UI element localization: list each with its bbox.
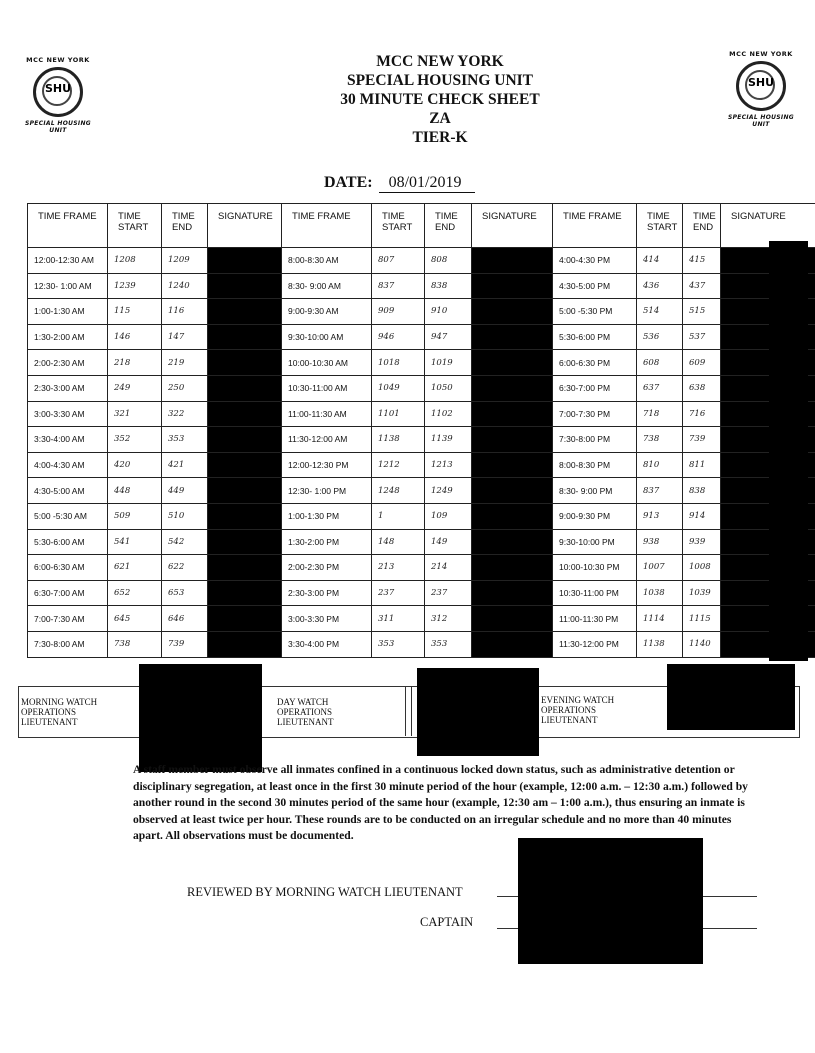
table-header-row — [28, 204, 815, 248]
time-frame-cell: 11:30-12:00 PM — [553, 631, 637, 657]
table-row — [28, 631, 815, 657]
time-frame-cell: 2:30-3:00 PM — [282, 580, 372, 606]
time-frame-cell: 10:00-10:30 AM — [282, 350, 372, 376]
header-line-4: ZA — [429, 110, 451, 127]
time-start-cell: 909 — [372, 299, 425, 325]
time-start-cell: 1018 — [372, 350, 425, 376]
time-end-cell: 237 — [425, 580, 472, 606]
signature-redacted-cell — [208, 631, 282, 657]
time-end-cell: 147 — [162, 324, 208, 350]
time-frame-cell: 11:00-11:30 PM — [553, 606, 637, 632]
header-line-3: 30 MINUTE CHECK SHEET — [340, 91, 540, 108]
time-end-cell: 353 — [162, 427, 208, 453]
time-end-cell: 609 — [683, 350, 721, 376]
time-frame-cell: 12:00-12:30 PM — [282, 452, 372, 478]
column-header: TIME START — [637, 204, 683, 248]
time-end-cell: 415 — [683, 248, 721, 274]
redaction-block — [417, 668, 539, 756]
time-end-cell: 739 — [162, 631, 208, 657]
signature-redacted-cell — [208, 606, 282, 632]
date-value: 08/01/2019 — [379, 174, 476, 193]
time-start-cell: 837 — [637, 478, 683, 504]
instructions-paragraph: A staff member must observe all inmates confined in a continuous locked down status, such as administrative detention or disciplinary segregation, at least once in the first 30 minute period of the hour (example, 12:00 a.m. – 12:30 a.m.) followed by another round in the second 30 minutes period of the same hour (example, 12:30 am – 1:00 a.m.), thus ensuring an inmate is observed at least twice per hour. These rounds are to be conducted on an irregular schedule and no more than 40 minutes apart. All observations must be documented. — [133, 763, 748, 842]
table-row — [28, 401, 815, 427]
time-start-cell: 718 — [637, 401, 683, 427]
time-start-cell: 213 — [372, 555, 425, 581]
time-start-cell: 311 — [372, 606, 425, 632]
time-frame-cell: 5:00 -5:30 PM — [553, 299, 637, 325]
redaction-block — [518, 838, 703, 964]
table-row — [28, 478, 815, 504]
evening-watch-label: EVENING WATCH OPERATIONS LIEUTENANT — [541, 695, 615, 725]
signature-redacted-cell — [208, 324, 282, 350]
signature-redacted-cell — [472, 580, 553, 606]
time-frame-cell: 10:00-10:30 PM — [553, 555, 637, 581]
signature-redacted-cell — [472, 324, 553, 350]
logo-sub-text: SPECIAL HOUSING UNIT — [727, 114, 794, 128]
time-end-cell: 1102 — [425, 401, 472, 427]
time-start-cell: 237 — [372, 580, 425, 606]
time-start-cell: 420 — [108, 452, 162, 478]
time-start-cell: 541 — [108, 529, 162, 555]
time-frame-cell: 4:30-5:00 PM — [553, 273, 637, 299]
time-end-cell: 811 — [683, 452, 721, 478]
time-end-cell: 1213 — [425, 452, 472, 478]
captain-label: CAPTAIN — [420, 915, 474, 929]
time-start-cell: 810 — [637, 452, 683, 478]
signature-redacted-cell — [472, 503, 553, 529]
time-frame-cell: 8:30- 9:00 AM — [282, 273, 372, 299]
signature-redacted-cell — [472, 606, 553, 632]
time-end-cell: 449 — [162, 478, 208, 504]
time-end-cell: 1140 — [683, 631, 721, 657]
time-end-cell: 1115 — [683, 606, 721, 632]
date-line — [324, 174, 475, 193]
time-frame-cell: 1:30-2:00 PM — [282, 529, 372, 555]
time-start-cell: 514 — [637, 299, 683, 325]
time-frame-cell: 9:30-10:00 AM — [282, 324, 372, 350]
column-header: SIGNATURE — [721, 204, 815, 248]
signature-redacted-cell — [208, 427, 282, 453]
column-header: SIGNATURE — [208, 204, 282, 248]
time-frame-cell: 12:00-12:30 AM — [28, 248, 108, 274]
time-end-cell: 1019 — [425, 350, 472, 376]
time-frame-cell: 11:30-12:00 AM — [282, 427, 372, 453]
time-start-cell: 536 — [637, 324, 683, 350]
time-start-cell: 249 — [108, 375, 162, 401]
time-start-cell: 645 — [108, 606, 162, 632]
header-line-2: SPECIAL HOUSING UNIT — [346, 72, 534, 89]
time-end-cell: 838 — [683, 478, 721, 504]
time-start-cell: 837 — [372, 273, 425, 299]
time-end-cell: 1209 — [162, 248, 208, 274]
time-start-cell: 353 — [372, 631, 425, 657]
time-start-cell: 146 — [108, 324, 162, 350]
time-end-cell: 1008 — [683, 555, 721, 581]
time-end-cell: 910 — [425, 299, 472, 325]
time-start-cell: 509 — [108, 503, 162, 529]
time-end-cell: 1249 — [425, 478, 472, 504]
signature-redacted-cell — [208, 248, 282, 274]
signature-redacted-cell — [472, 299, 553, 325]
time-frame-cell: 8:00-8:30 AM — [282, 248, 372, 274]
time-start-cell: 1049 — [372, 375, 425, 401]
time-frame-cell: 10:30-11:00 PM — [553, 580, 637, 606]
shu-logo-left — [20, 56, 96, 134]
table-row — [28, 580, 815, 606]
time-end-cell: 214 — [425, 555, 472, 581]
time-end-cell: 1240 — [162, 273, 208, 299]
column-header: TIME END — [683, 204, 721, 248]
time-frame-cell: 9:00-9:30 PM — [553, 503, 637, 529]
time-start-cell: 637 — [637, 375, 683, 401]
signature-redacted-cell — [208, 503, 282, 529]
signature-redacted-cell — [472, 375, 553, 401]
time-frame-cell: 2:30-3:00 AM — [28, 375, 108, 401]
time-end-cell: 219 — [162, 350, 208, 376]
column-header: SIGNATURE — [472, 204, 553, 248]
time-end-cell: 914 — [683, 503, 721, 529]
time-start-cell: 1138 — [637, 631, 683, 657]
time-end-cell: 838 — [425, 273, 472, 299]
time-start-cell: 321 — [108, 401, 162, 427]
time-frame-cell: 4:30-5:00 AM — [28, 478, 108, 504]
time-start-cell: 938 — [637, 529, 683, 555]
time-end-cell: 312 — [425, 606, 472, 632]
signature-redacted-cell — [472, 529, 553, 555]
time-end-cell: 1039 — [683, 580, 721, 606]
time-end-cell: 646 — [162, 606, 208, 632]
time-frame-cell: 7:30-8:00 PM — [553, 427, 637, 453]
table-row — [28, 555, 815, 581]
time-frame-cell: 9:00-9:30 AM — [282, 299, 372, 325]
time-frame-cell: 4:00-4:30 AM — [28, 452, 108, 478]
column-header: TIME END — [425, 204, 472, 248]
time-end-cell: 353 — [425, 631, 472, 657]
time-frame-cell: 4:00-4:30 PM — [553, 248, 637, 274]
time-start-cell: 913 — [637, 503, 683, 529]
time-frame-cell: 3:30-4:00 PM — [282, 631, 372, 657]
time-end-cell: 638 — [683, 375, 721, 401]
table-row — [28, 375, 815, 401]
signature-redacted-cell — [472, 273, 553, 299]
time-start-cell: 1212 — [372, 452, 425, 478]
table-row — [28, 606, 815, 632]
column-header: TIME START — [108, 204, 162, 248]
time-start-cell: 1 — [372, 503, 425, 529]
time-frame-cell: 1:00-1:30 PM — [282, 503, 372, 529]
time-end-cell: 149 — [425, 529, 472, 555]
signature-redacted-cell — [208, 375, 282, 401]
redaction-block — [667, 664, 795, 730]
logo-brand-text: MCC NEW YORK — [26, 56, 90, 64]
time-start-cell: 436 — [637, 273, 683, 299]
time-frame-cell: 5:30-6:00 PM — [553, 324, 637, 350]
signature-redacted-cell — [208, 478, 282, 504]
signature-redacted-cell — [472, 427, 553, 453]
time-start-cell: 1114 — [637, 606, 683, 632]
table-row — [28, 273, 815, 299]
column-header: TIME FRAME — [553, 204, 637, 248]
signature-redacted-cell — [472, 555, 553, 581]
table-body — [28, 248, 815, 658]
time-end-cell: 622 — [162, 555, 208, 581]
time-frame-cell: 2:00-2:30 PM — [282, 555, 372, 581]
redaction-block — [769, 241, 808, 661]
time-frame-cell: 2:00-2:30 AM — [28, 350, 108, 376]
time-start-cell: 1239 — [108, 273, 162, 299]
time-frame-cell: 3:00-3:30 PM — [282, 606, 372, 632]
time-end-cell: 109 — [425, 503, 472, 529]
time-frame-cell: 6:30-7:00 PM — [553, 375, 637, 401]
time-start-cell: 352 — [108, 427, 162, 453]
time-start-cell: 608 — [637, 350, 683, 376]
signature-redacted-cell — [208, 555, 282, 581]
signature-redacted-cell — [472, 631, 553, 657]
morning-watch-label: MORNING WATCH OPERATIONS LIEUTENANT — [21, 697, 98, 727]
time-frame-cell: 11:00-11:30 AM — [282, 401, 372, 427]
table-row — [28, 324, 815, 350]
time-end-cell: 653 — [162, 580, 208, 606]
time-start-cell: 218 — [108, 350, 162, 376]
time-frame-cell: 1:30-2:00 AM — [28, 324, 108, 350]
signature-redacted-cell — [472, 452, 553, 478]
time-start-cell: 448 — [108, 478, 162, 504]
time-frame-cell: 8:30- 9:00 PM — [553, 478, 637, 504]
time-frame-cell: 9:30-10:00 PM — [553, 529, 637, 555]
column-header: TIME FRAME — [282, 204, 372, 248]
time-frame-cell: 5:30-6:00 AM — [28, 529, 108, 555]
time-frame-cell: 12:30- 1:00 PM — [282, 478, 372, 504]
time-start-cell: 1007 — [637, 555, 683, 581]
signature-redacted-cell — [208, 452, 282, 478]
time-end-cell: 537 — [683, 324, 721, 350]
redaction-block — [139, 664, 262, 772]
time-start-cell: 738 — [637, 427, 683, 453]
signature-redacted-cell — [208, 350, 282, 376]
date-label: DATE: — [324, 174, 373, 191]
header-line-1: MCC NEW YORK — [376, 53, 504, 70]
time-frame-cell: 1:00-1:30 AM — [28, 299, 108, 325]
time-end-cell: 1050 — [425, 375, 472, 401]
time-frame-cell: 3:30-4:00 AM — [28, 427, 108, 453]
time-start-cell: 414 — [637, 248, 683, 274]
table-row — [28, 427, 815, 453]
logo-mark: SHU — [44, 82, 72, 95]
table-row — [28, 452, 815, 478]
signature-redacted-cell — [208, 273, 282, 299]
table-row — [28, 248, 815, 274]
time-frame-cell: 7:00-7:30 AM — [28, 606, 108, 632]
signature-redacted-cell — [208, 401, 282, 427]
time-start-cell: 738 — [108, 631, 162, 657]
time-start-cell: 148 — [372, 529, 425, 555]
time-end-cell: 421 — [162, 452, 208, 478]
time-start-cell: 946 — [372, 324, 425, 350]
column-header: TIME FRAME — [28, 204, 108, 248]
time-frame-cell: 5:00 -5:30 AM — [28, 503, 108, 529]
table-row — [28, 503, 815, 529]
time-frame-cell: 10:30-11:00 AM — [282, 375, 372, 401]
time-start-cell: 1208 — [108, 248, 162, 274]
time-start-cell: 1038 — [637, 580, 683, 606]
table-row — [28, 529, 815, 555]
time-frame-cell: 6:00-6:30 PM — [553, 350, 637, 376]
time-end-cell: 510 — [162, 503, 208, 529]
time-frame-cell: 6:00-6:30 AM — [28, 555, 108, 581]
day-watch-label: DAY WATCH OPERATIONS LIEUTENANT — [277, 697, 334, 727]
time-end-cell: 116 — [162, 299, 208, 325]
shu-seal-icon — [33, 67, 83, 117]
reviewed-by-label: REVIEWED BY MORNING WATCH LIEUTENANT — [187, 885, 463, 899]
column-header: TIME END — [162, 204, 208, 248]
shu-seal-icon — [736, 61, 786, 111]
document-header — [280, 52, 600, 147]
time-end-cell: 1139 — [425, 427, 472, 453]
time-frame-cell: 7:00-7:30 PM — [553, 401, 637, 427]
time-frame-cell: 8:00-8:30 PM — [553, 452, 637, 478]
time-end-cell: 716 — [683, 401, 721, 427]
time-end-cell: 542 — [162, 529, 208, 555]
header-line-5: TIER-K — [412, 129, 468, 146]
signature-redacted-cell — [472, 248, 553, 274]
time-start-cell: 115 — [108, 299, 162, 325]
shu-logo-right — [723, 50, 799, 128]
time-frame-cell: 12:30- 1:00 AM — [28, 273, 108, 299]
signature-redacted-cell — [472, 478, 553, 504]
time-start-cell: 1101 — [372, 401, 425, 427]
signature-redacted-cell — [208, 580, 282, 606]
time-end-cell: 739 — [683, 427, 721, 453]
time-start-cell: 807 — [372, 248, 425, 274]
time-end-cell: 515 — [683, 299, 721, 325]
time-end-cell: 437 — [683, 273, 721, 299]
time-end-cell: 808 — [425, 248, 472, 274]
check-sheet-table — [27, 203, 815, 658]
column-header: TIME START — [372, 204, 425, 248]
table-row — [28, 299, 815, 325]
signature-redacted-cell — [208, 529, 282, 555]
time-frame-cell: 6:30-7:00 AM — [28, 580, 108, 606]
table-row — [28, 350, 815, 376]
time-start-cell: 1248 — [372, 478, 425, 504]
time-start-cell: 621 — [108, 555, 162, 581]
time-end-cell: 250 — [162, 375, 208, 401]
signature-redacted-cell — [208, 299, 282, 325]
time-frame-cell: 3:00-3:30 AM — [28, 401, 108, 427]
time-end-cell: 939 — [683, 529, 721, 555]
time-frame-cell: 7:30-8:00 AM — [28, 631, 108, 657]
time-end-cell: 947 — [425, 324, 472, 350]
time-end-cell: 322 — [162, 401, 208, 427]
logo-sub-text: SPECIAL HOUSING UNIT — [24, 120, 91, 134]
signature-redacted-cell — [472, 350, 553, 376]
time-start-cell: 652 — [108, 580, 162, 606]
time-start-cell: 1138 — [372, 427, 425, 453]
logo-brand-text: MCC NEW YORK — [729, 50, 793, 58]
signature-redacted-cell — [472, 401, 553, 427]
logo-mark: SHU — [747, 76, 775, 89]
